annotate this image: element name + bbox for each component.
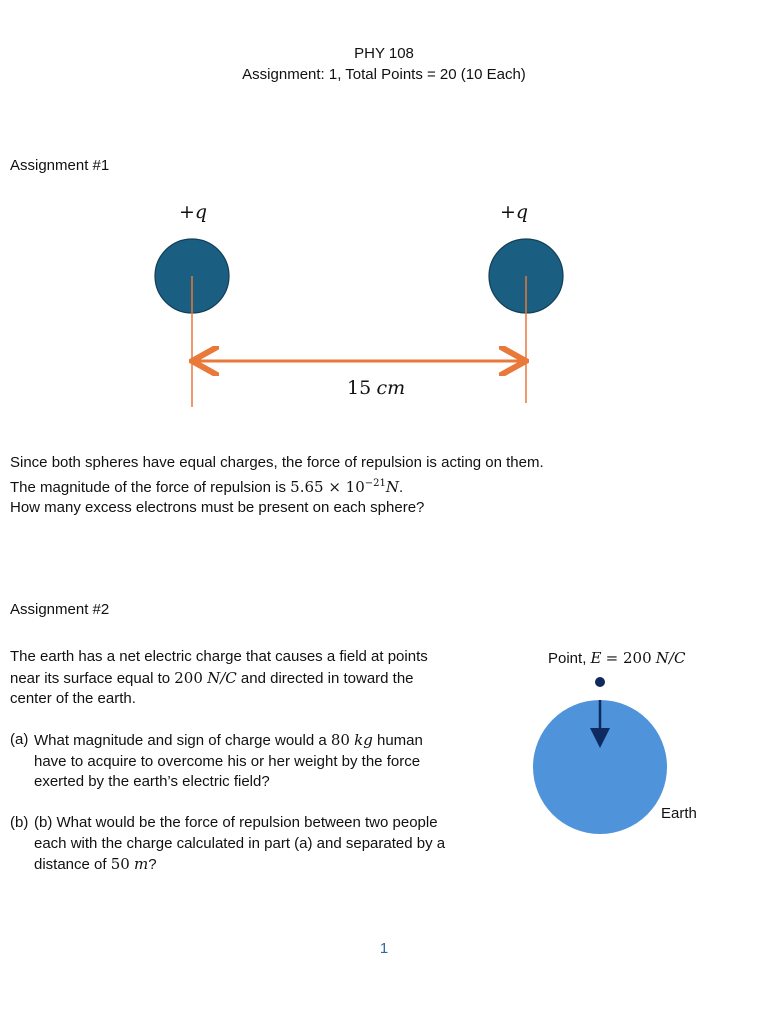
assignment1-line3: How many excess electrons must be present on each sphere?: [10, 499, 425, 516]
question-a-line3: exerted by the earth’s electric field?: [34, 773, 270, 790]
separation-value: 50: [110, 855, 130, 873]
question-a-line1: [34, 730, 423, 752]
field-unit: N/C: [207, 668, 237, 687]
force-mantissa: 5.65 × 10: [290, 477, 365, 496]
question-a-line2: have to acquire to overcome his or her weight by the force: [34, 752, 421, 770]
distance-number: 15: [347, 377, 372, 399]
intro-line-c: center of the earth.: [10, 690, 136, 707]
question-b-line2: each with the charge calculated in part (a) and separated by a: [34, 834, 446, 852]
assignment-summary: Assignment: 1, Total Points = 20 (10 Each): [242, 66, 526, 83]
question-b: [10, 813, 490, 876]
point-label: [548, 648, 685, 670]
separation-unit: m: [133, 855, 149, 873]
distance-label: [347, 377, 405, 400]
point-unit: N/C: [655, 649, 686, 667]
assignment1-question: [10, 453, 750, 519]
qa-l1-suffix: human: [377, 732, 423, 749]
human-mass: 80: [330, 731, 350, 749]
question-b-line1: (b) What would be the force of repulsion between two people: [34, 814, 438, 831]
qb-l3-suffix: ?: [148, 856, 157, 873]
intro-b-prefix: near its surface equal to: [10, 669, 171, 687]
qa-l1-prefix: What magnitude and sign of charge would a: [34, 732, 327, 749]
assignment1-heading: Assignment #1: [10, 157, 110, 174]
point-eq: = 200: [605, 649, 652, 667]
qb-l3-prefix: distance of: [34, 856, 107, 873]
point-e-symbol: E: [590, 649, 602, 667]
field-value: 200: [174, 668, 203, 687]
page-number: 1: [379, 940, 389, 957]
question-b-marker: (b): [10, 814, 29, 831]
point-dot: [595, 677, 605, 687]
question-b-line3: [34, 854, 445, 876]
intro-b-suffix: and directed in toward the: [240, 669, 414, 687]
question-a: [10, 730, 490, 793]
point-label-prefix: Point,: [548, 650, 587, 667]
force-exponent: −21: [364, 477, 386, 489]
assignment1-line2: The magnitude of the force of repulsion is $5.65 \times 10^{-21}N$.: [10, 477, 404, 496]
charge-label-right: +q: [500, 201, 529, 223]
assignment1-line1: Since both spheres have equal charges, the force of repulsion is acting on them.: [10, 454, 544, 471]
charge-label-left: +q: [179, 201, 208, 223]
intro-line-b: [10, 668, 490, 690]
mass-unit: kg: [354, 731, 373, 749]
question-a-marker: (a): [10, 731, 29, 748]
course-title: PHY 108: [354, 45, 414, 62]
assignment2-intro: [10, 647, 490, 710]
force-unit: N: [385, 477, 399, 496]
earth-label: Earth: [661, 805, 697, 822]
intro-line-a: The earth has a net electric charge that causes a field at points: [10, 648, 428, 665]
line2-prefix: The magnitude of the force of repulsion is: [10, 478, 286, 496]
distance-unit: cm: [376, 377, 406, 399]
assignment2-heading: Assignment #2: [10, 601, 110, 618]
